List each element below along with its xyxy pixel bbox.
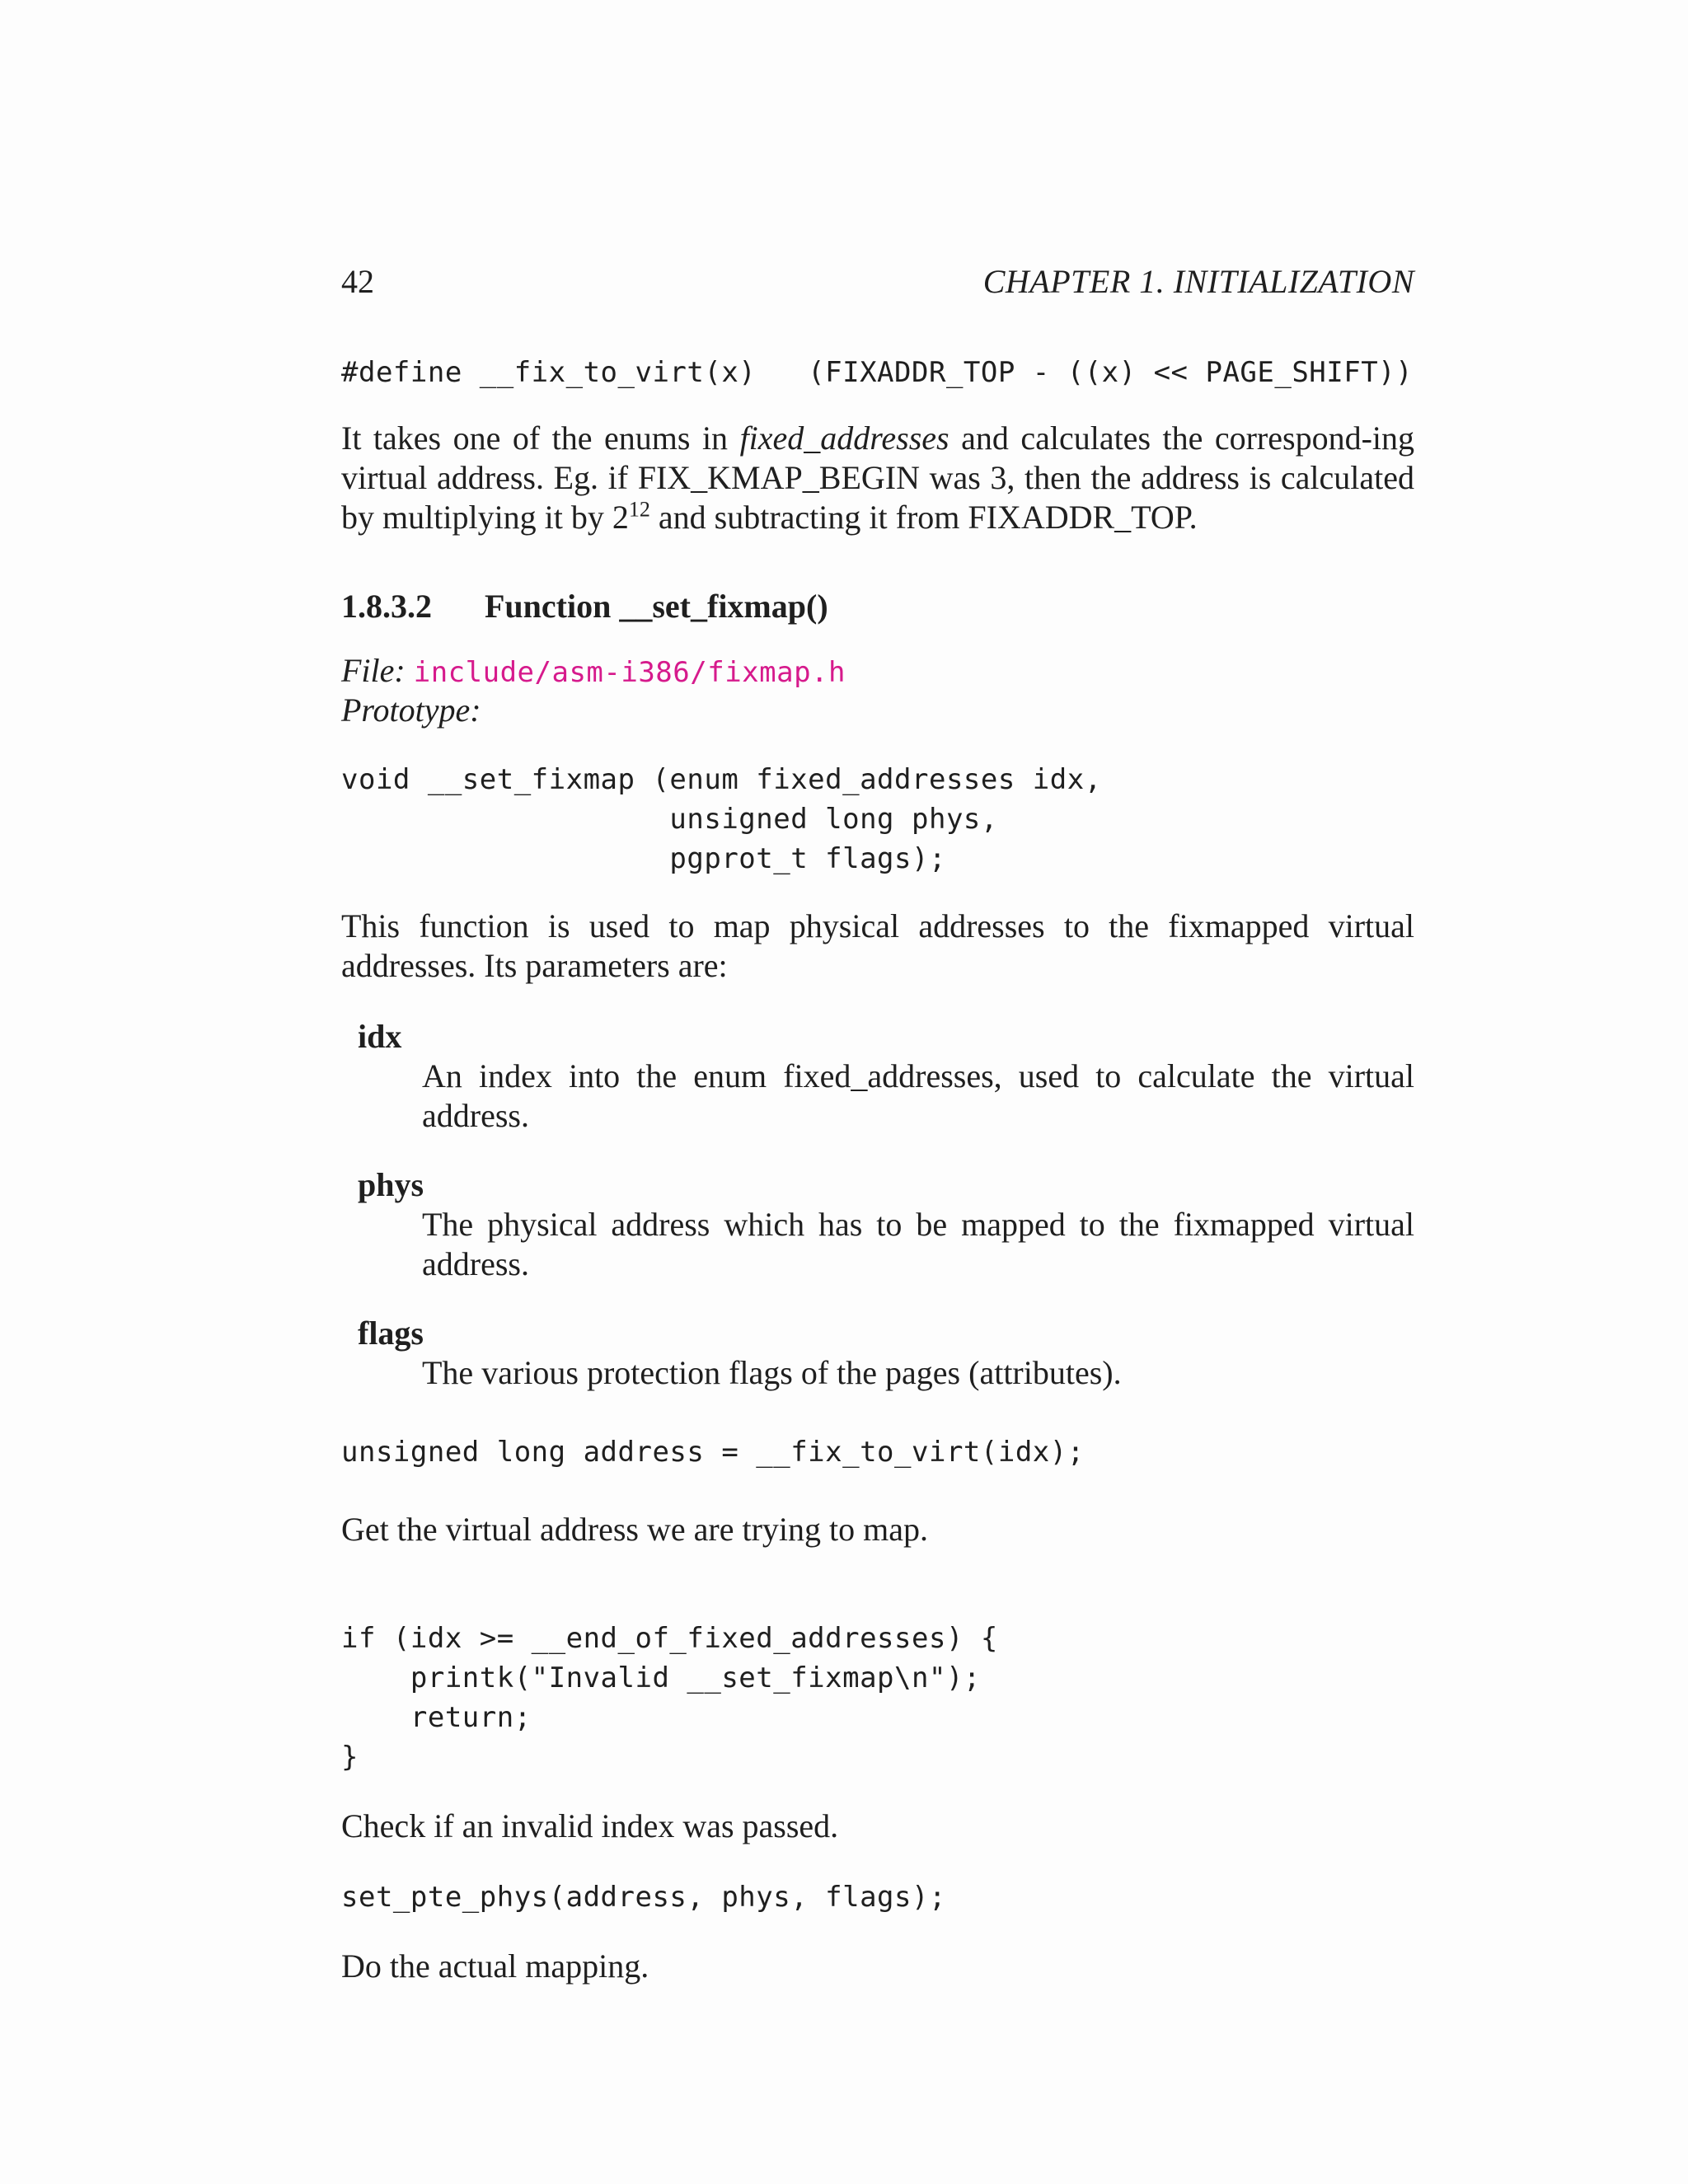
intro-text-part2: and calculates the correspond-ing virtual address. Eg. if FIX_KMAP_BEGIN was 3, then the address is calculated by multiplying it by 2	[341, 419, 1415, 536]
code-address-line: unsigned long address = __fix_to_virt(idx);	[341, 1436, 1085, 1469]
section-number: 1.8.3.2	[341, 588, 432, 625]
code-line: void __set_fixmap (enum fixed_addresses idx,	[341, 763, 1102, 796]
intro-text-part1: It takes one of the enums in	[341, 419, 740, 457]
text-check-invalid-index: Check if an invalid index was passed.	[341, 1807, 839, 1844]
file-path-link[interactable]: include/asm-i386/fixmap.h	[413, 656, 846, 689]
code-set-pte-line: set_pte_phys(address, phys, flags);	[341, 1881, 946, 1914]
param-description-flags: The various protection flags of the pages (attributes).	[422, 1354, 1122, 1391]
description-paragraph: This function is used to map physical addresses to the fixmapped virtual addresses. Its parameters are:	[341, 907, 1414, 984]
param-description-idx: An index into the enum fixed_addresses, used to calculate the virtual address.	[422, 1057, 1414, 1134]
intro-text-part3: and subtracting it from FIXADDR_TOP.	[649, 499, 1198, 536]
code-line: printk("Invalid __set_fixmap\n");	[341, 1661, 981, 1694]
text-get-address: Get the virtual address we are trying to map.	[341, 1511, 928, 1548]
code-line: return;	[341, 1701, 532, 1734]
code-line: if (idx >= __end_of_fixed_addresses) {	[341, 1622, 998, 1655]
page-number: 42	[341, 263, 374, 300]
running-header-chapter: CHAPTER 1. INITIALIZATION	[982, 263, 1414, 300]
file-line	[341, 651, 846, 692]
file-label: File:	[341, 652, 406, 689]
prototype-code-block	[341, 760, 1102, 879]
code-line: pgprot_t flags);	[341, 842, 946, 875]
section-heading	[341, 587, 828, 626]
prototype-label: Prototype:	[341, 691, 481, 729]
section-title: Function __set_fixmap()	[485, 588, 828, 625]
param-name-phys: phys	[358, 1166, 424, 1203]
param-name-idx: idx	[358, 1018, 402, 1055]
intro-emphasis: fixed_addresses	[739, 419, 950, 457]
param-name-flags: flags	[358, 1315, 424, 1352]
code-check-block	[341, 1619, 998, 1777]
code-line: unsigned long phys,	[341, 803, 998, 836]
param-description-phys: The physical address which has to be mapped to the fixmapped virtual address.	[422, 1206, 1414, 1282]
code-line: }	[341, 1741, 359, 1774]
intro-superscript: 12	[628, 497, 650, 522]
intro-paragraph	[341, 419, 1414, 537]
code-define-fix-to-virt: #define __fix_to_virt(x) (FIXADDR_TOP - ((x) << PAGE_SHIFT))	[341, 356, 1414, 389]
text-actual-mapping: Do the actual mapping.	[341, 1947, 649, 1985]
